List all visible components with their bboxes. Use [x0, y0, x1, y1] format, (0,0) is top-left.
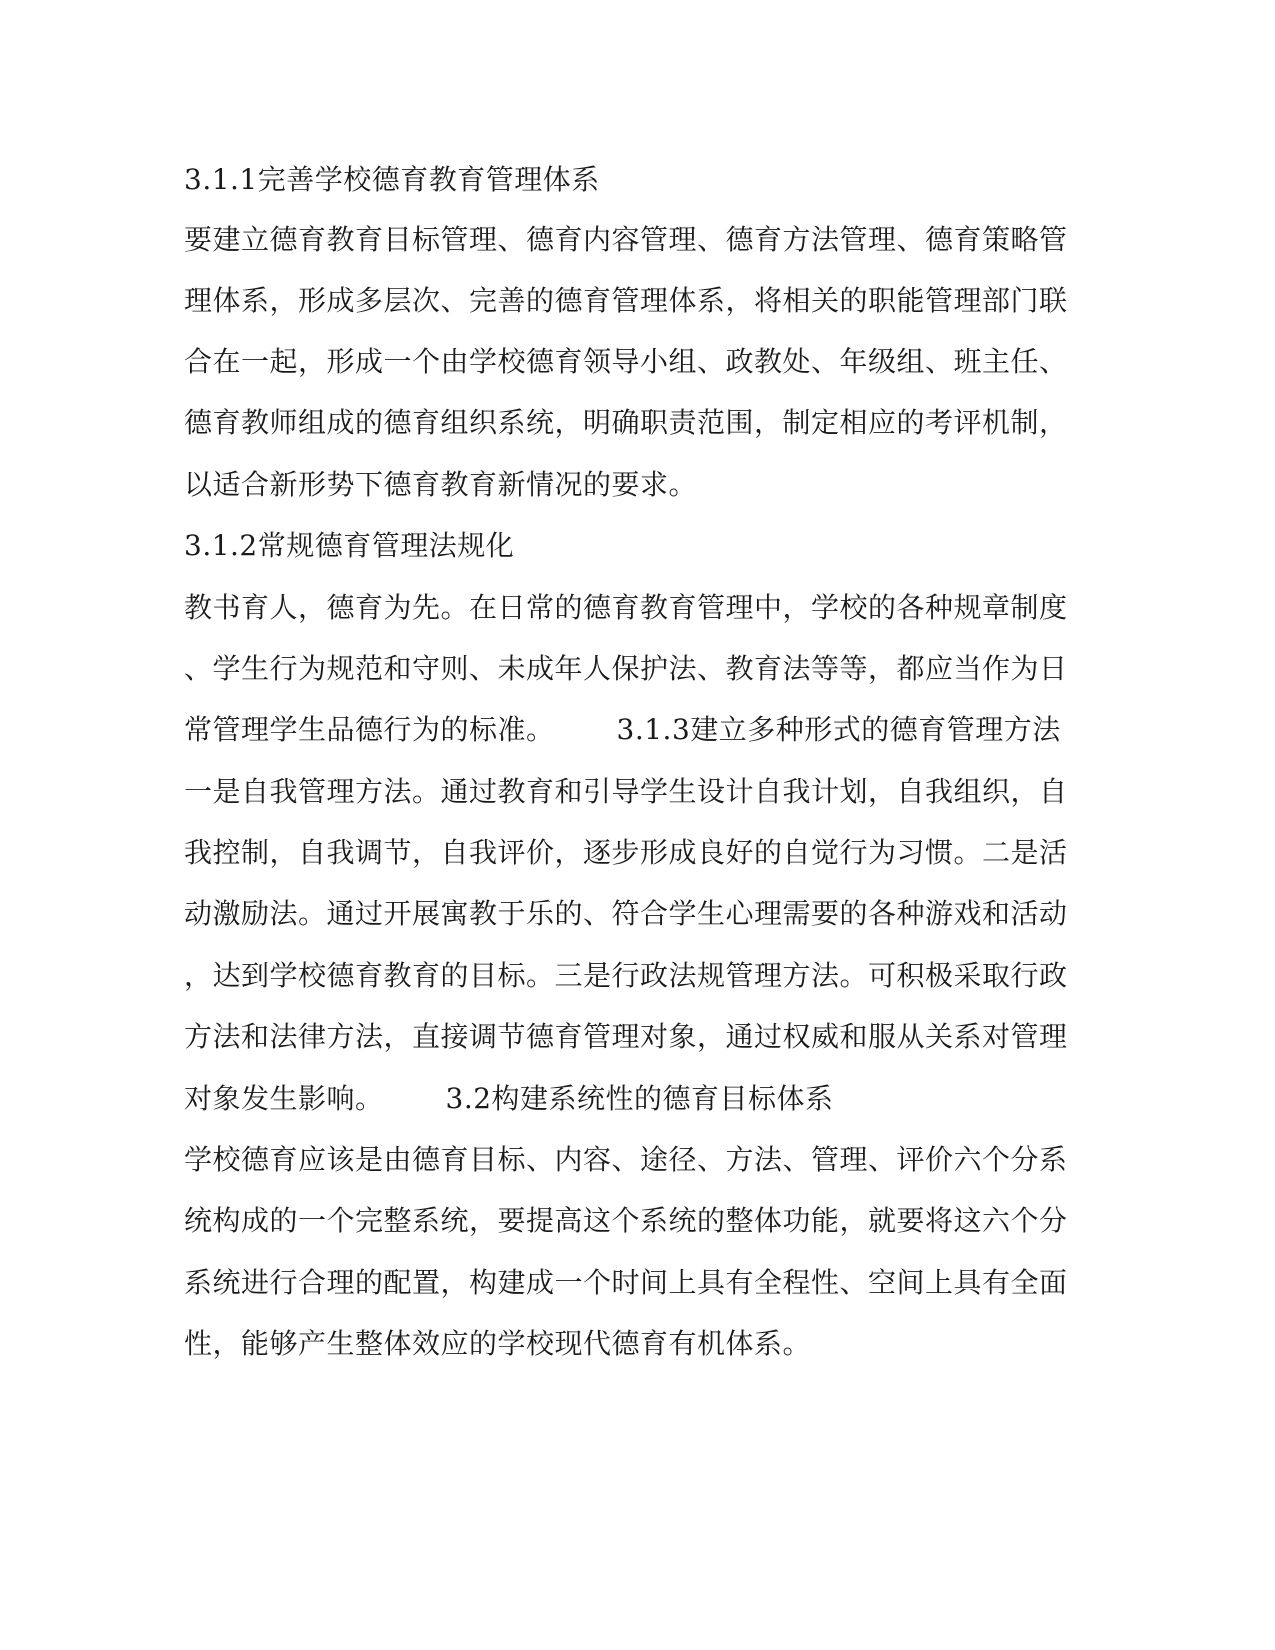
paragraph-line-with-heading — [184, 1080, 1094, 1118]
paragraph-line: ，达到学校德育教育的目标。三是行政法规管理方法。可积极采取行政 — [184, 959, 1068, 992]
heading-3-1-3: 3.1.3建立多种形式的德育管理方法 — [616, 713, 1061, 746]
paragraph-segment: 对象发生影响。 — [184, 1082, 384, 1115]
paragraph-line: 统构成的一个完整系统，要提高这个系统的整体功能，就要将这六个分 — [184, 1204, 1068, 1237]
heading-3-2: 3.2构建系统性的德育目标体系 — [445, 1082, 834, 1115]
paragraph-line-with-heading — [184, 711, 1094, 749]
paragraph-line: 、学生行为规范和守则、未成年人保护法、教育法等等，都应当作为日 — [184, 652, 1068, 685]
heading-3-1-2: 3.1.2常规德育管理法规化 — [184, 529, 515, 562]
paragraph-line: 要建立德育教育目标管理、德育内容管理、德育方法管理、德育策略管 — [184, 223, 1068, 256]
paragraph-line: 学校德育应该是由德育目标、内容、途径、方法、管理、评价六个分系 — [184, 1143, 1068, 1176]
paragraph-line: 性，能够产生整体效应的学校现代德育有机体系。 — [184, 1327, 812, 1360]
heading-3-1-1: 3.1.1完善学校德育教育管理体系 — [184, 163, 600, 196]
paragraph-line: 德育教师组成的德育组织系统，明确职责范围，制定相应的考评机制， — [184, 406, 1068, 439]
paragraph-line: 教书育人，德育为先。在日常的德育教育管理中，学校的各种规章制度 — [184, 591, 1068, 624]
paragraph-line: 动激励法。通过开展寓教于乐的、符合学生心理需要的各种游戏和活动 — [184, 897, 1068, 930]
paragraph-line: 一是自我管理方法。通过教育和引导学生设计自我计划，自我组织，自 — [184, 775, 1068, 808]
paragraph-line: 我控制，自我调节，自我评价，逐步形成良好的自觉行为习惯。二是活 — [184, 836, 1068, 869]
paragraph-line: 方法和法律方法，直接调节德育管理对象，通过权威和服从关系对管理 — [184, 1020, 1068, 1053]
paragraph-line: 系统进行合理的配置，构建成一个时间上具有全程性、空间上具有全面 — [184, 1266, 1068, 1299]
paragraph-line: 合在一起，形成一个由学校德育领导小组、政教处、年级组、班主任、 — [184, 345, 1068, 378]
paragraph-segment: 常管理学生品德行为的标准。 — [184, 713, 555, 746]
paragraph-line: 理体系，形成多层次、完善的德育管理体系，将相关的职能管理部门联 — [184, 284, 1068, 317]
paragraph-line: 以适合新形势下德育教育新情况的要求。 — [184, 468, 698, 501]
